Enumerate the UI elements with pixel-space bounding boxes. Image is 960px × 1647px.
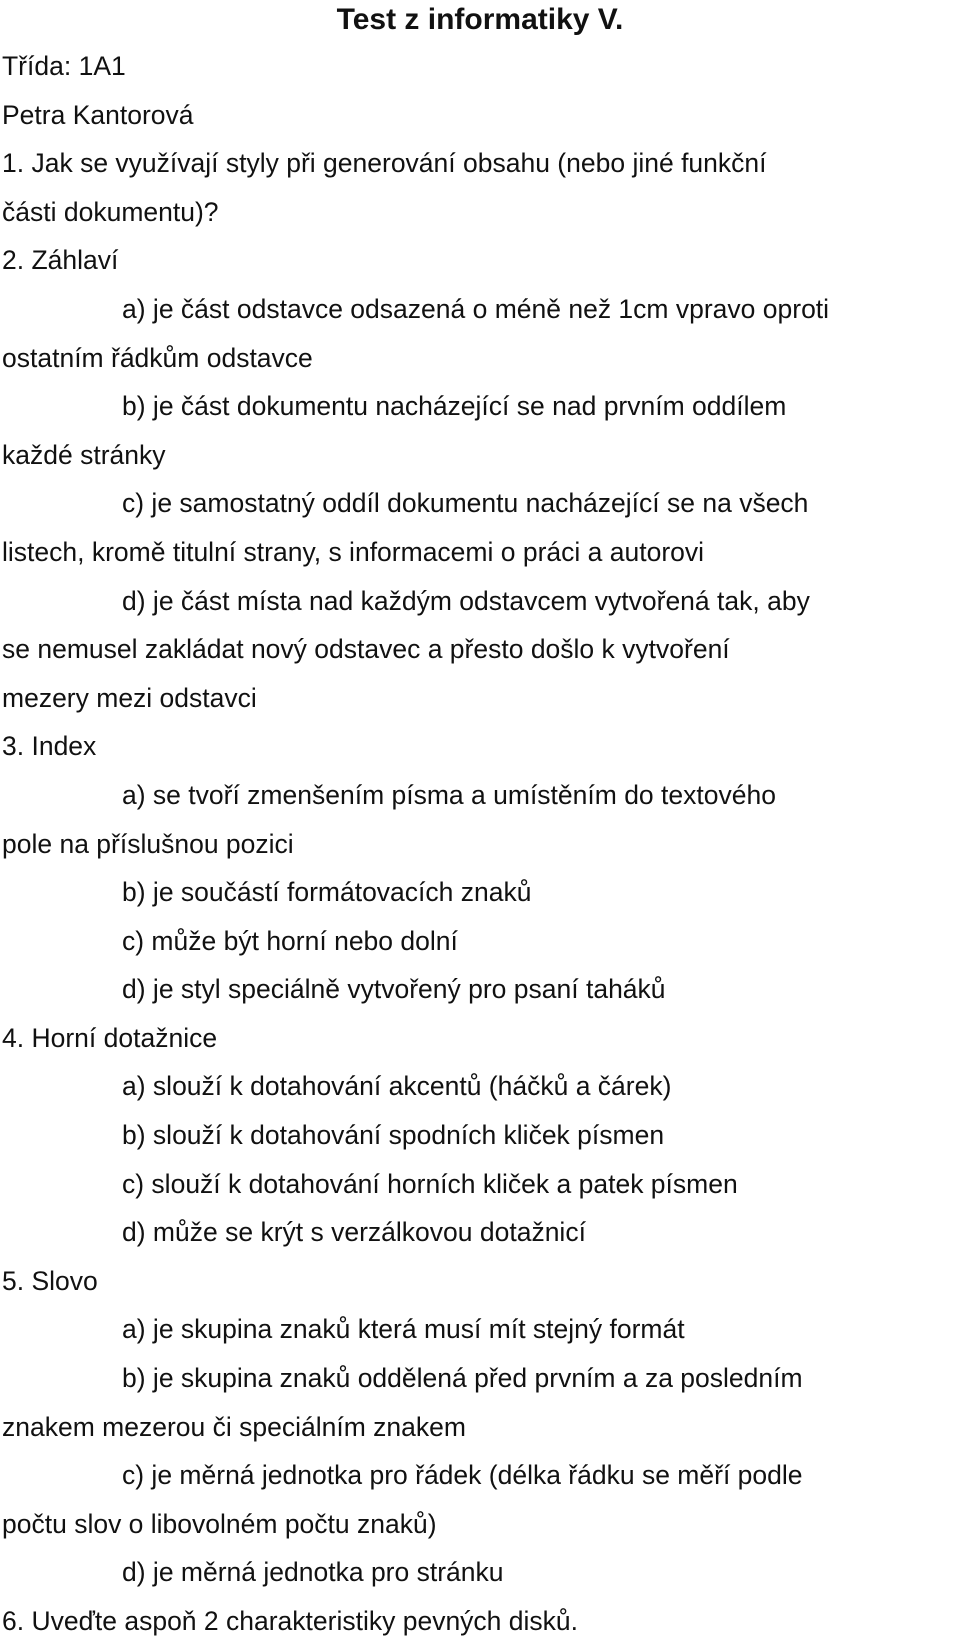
option-text-continued: ostatním řádkům odstavce bbox=[2, 342, 313, 373]
option-text-continued: listech, kromě titulní strany, s informacemi o práci a autorovi bbox=[2, 536, 705, 567]
question-2 bbox=[2, 236, 957, 722]
option-text: c) slouží k dotahování horních kliček a patek písmen bbox=[122, 1168, 738, 1199]
page-title: Test z informatiky V. bbox=[336, 3, 624, 36]
option-text: c) je samostatný oddíl dokumentu nacházející se na všech bbox=[122, 488, 809, 519]
question-4-option-b bbox=[2, 1111, 957, 1160]
question-2-option-a bbox=[2, 285, 957, 382]
option-text: b) je část dokumentu nacházející se nad prvním oddílem bbox=[122, 391, 787, 422]
option-text: a) slouží k dotahování akcentů (háčků a čárek) bbox=[122, 1071, 672, 1102]
option-text: b) slouží k dotahování spodních kliček písmen bbox=[122, 1120, 665, 1151]
option-text-continued: každé stránky bbox=[2, 439, 166, 470]
document-body bbox=[2, 42, 957, 1646]
question-4-option-d bbox=[2, 1208, 957, 1257]
question-3-option-a bbox=[2, 771, 957, 868]
question-2-option-c bbox=[2, 479, 957, 576]
question-6-text: 6. Uveďte aspoň 2 charakteristiky pevných disků. bbox=[2, 1606, 579, 1636]
option-text-continued: mezery mezi odstavci bbox=[2, 682, 257, 713]
option-text: a) je část odstavce odsazená o méně než 1cm vpravo oproti bbox=[122, 293, 830, 324]
option-text: a) je skupina znaků která musí mít stejný formát bbox=[122, 1314, 685, 1345]
option-text: d) je styl speciálně vytvořený pro psaní taháků bbox=[122, 974, 666, 1005]
question-1-text-line-2: části dokumentu)? bbox=[2, 196, 219, 227]
student-name: Petra Kantorová bbox=[2, 99, 194, 130]
question-3-option-d bbox=[2, 965, 957, 1014]
question-6 bbox=[2, 1597, 957, 1646]
option-text: b) je skupina znaků oddělená před prvním a za posledním bbox=[122, 1363, 803, 1394]
option-text: d) je část místa nad každým odstavcem vytvořená tak, aby bbox=[122, 585, 810, 616]
question-5-label: 5. Slovo bbox=[2, 1265, 98, 1296]
option-text-continued: se nemusel zakládat nový odstavec a přesto došlo k vytvoření bbox=[2, 634, 730, 665]
question-5-option-d bbox=[2, 1548, 957, 1597]
option-text: b) je součástí formátovacích znaků bbox=[122, 877, 532, 908]
option-text: a) se tvoří zmenšením písma a umístěním do textového bbox=[122, 779, 776, 810]
option-text-continued: pole na příslušnou pozici bbox=[2, 828, 294, 859]
question-4-option-c bbox=[2, 1160, 957, 1209]
question-2-label: 2. Záhlaví bbox=[2, 245, 119, 276]
question-1 bbox=[2, 139, 957, 236]
class-line: Třída: 1A1 bbox=[2, 51, 126, 81]
question-5-option-a bbox=[2, 1305, 957, 1354]
option-text: d) je měrná jednotka pro stránku bbox=[122, 1557, 504, 1588]
option-text: c) je měrná jednotka pro řádek (délka řádku se měří podle bbox=[122, 1460, 803, 1491]
question-3 bbox=[2, 722, 957, 1014]
question-4 bbox=[2, 1014, 957, 1257]
question-1-text-line-1: 1. Jak se využívají styly při generování obsahu (nebo jiné funkční bbox=[2, 148, 767, 179]
option-text: c) může být horní nebo dolní bbox=[122, 925, 458, 956]
option-text-continued: znakem mezerou či speciálním znakem bbox=[2, 1411, 466, 1442]
question-4-label: 4. Horní dotažnice bbox=[2, 1022, 218, 1053]
question-3-option-c bbox=[2, 917, 957, 966]
option-text-continued: počtu slov o libovolném počtu znaků) bbox=[2, 1508, 437, 1539]
option-text: d) může se krýt s verzálkovou dotažnicí bbox=[122, 1217, 586, 1248]
question-3-label: 3. Index bbox=[2, 731, 97, 762]
question-2-option-d bbox=[2, 577, 957, 723]
question-5-option-b bbox=[2, 1354, 957, 1451]
question-5-option-c bbox=[2, 1451, 957, 1548]
question-4-option-a bbox=[2, 1062, 957, 1111]
question-2-option-b bbox=[2, 382, 957, 479]
question-5 bbox=[2, 1257, 957, 1597]
question-3-option-b bbox=[2, 868, 957, 917]
